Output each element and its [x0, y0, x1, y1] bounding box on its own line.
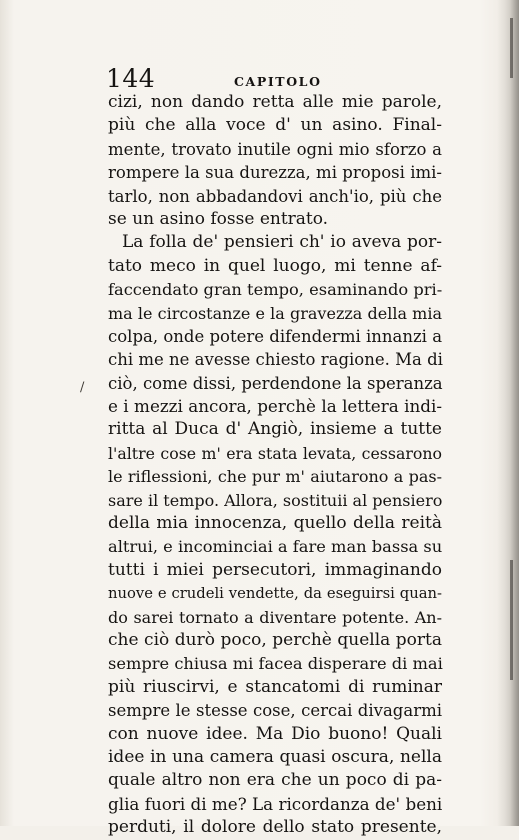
margin-mark: /	[80, 380, 85, 395]
text-line: tarlo, non abbadandovi anch'io, più che	[108, 186, 442, 206]
text-line: La folla de' pensieri ch' io aveva por-	[122, 232, 442, 253]
page-number: 144	[106, 64, 156, 93]
text-line: sempre chiusa mi facea disperare di mai	[108, 654, 443, 674]
text-line: più riuscirvi, e stancatomi di ruminar	[108, 676, 442, 697]
text-line: nuove e crudeli vendette, da eseguirsi quan-	[108, 585, 442, 603]
text-line: do sarei tornato a diventare potente. An-	[108, 607, 442, 627]
text-line: rompere la sua durezza, mi proposi imi-	[108, 163, 442, 183]
text-line: tato meco in quel luogo, mi tenne af-	[108, 255, 442, 276]
text-line: se un asino fosse entrato.	[108, 208, 329, 229]
text-line: quale altro non era che un poco di pa-	[108, 770, 442, 791]
page-edge-mark	[510, 560, 513, 680]
page-edge-shadow	[497, 0, 519, 826]
text-line: altrui, e incominciai a fare man bassa su	[108, 537, 443, 557]
body-text	[108, 91, 442, 840]
running-head: CAPITOLO	[234, 74, 322, 89]
page-edge-mark	[510, 18, 513, 78]
text-line: ciò, come dissi, perdendone la speranza	[108, 373, 443, 393]
text-line: della mia innocenza, quello della reità	[108, 513, 442, 534]
text-line: chi me ne avesse chiesto ragione. Ma di	[108, 350, 443, 370]
text-line: mente, trovato inutile ogni mio sforzo a	[108, 139, 442, 159]
text-line: e i mezzi ancora, perchè la lettera indi-	[108, 396, 442, 417]
text-line: ma le circostanze e la gravezza della mia	[108, 303, 442, 323]
text-line: colpa, onde potere difendermi innanzi a	[108, 326, 443, 346]
text-line: le riflessioni, che pur m' aiutarono a pas-	[108, 467, 442, 487]
text-line: l'altre cose m' era stata levata, cessarono	[108, 443, 442, 463]
text-line: con nuove idee. Ma Dio buono! Quali	[108, 723, 442, 744]
text-line: ritta al Duca d' Angiò, insieme a tutte	[108, 419, 442, 440]
text-line: sempre le stesse cose, cercai divagarmi	[108, 701, 442, 721]
text-line: più che alla voce d' un asino. Final-	[108, 115, 442, 136]
text-line: sare il tempo. Allora, sostituii al pensiero	[108, 490, 443, 510]
text-line: faccendato gran tempo, esaminando pri-	[108, 280, 443, 300]
text-line: che ciò durò poco, perchè quella porta	[108, 629, 442, 650]
text-line: perduti, il dolore dello stato presente,	[108, 817, 442, 838]
text-line: tutti i miei persecutori, immaginando	[108, 559, 442, 580]
text-line: cizi, non dando retta alle mie parole,	[108, 92, 442, 112]
text-line: idee in una camera quasi oscura, nella	[108, 746, 442, 767]
text-line: glia fuori di me? La ricordanza de' beni	[108, 793, 443, 814]
